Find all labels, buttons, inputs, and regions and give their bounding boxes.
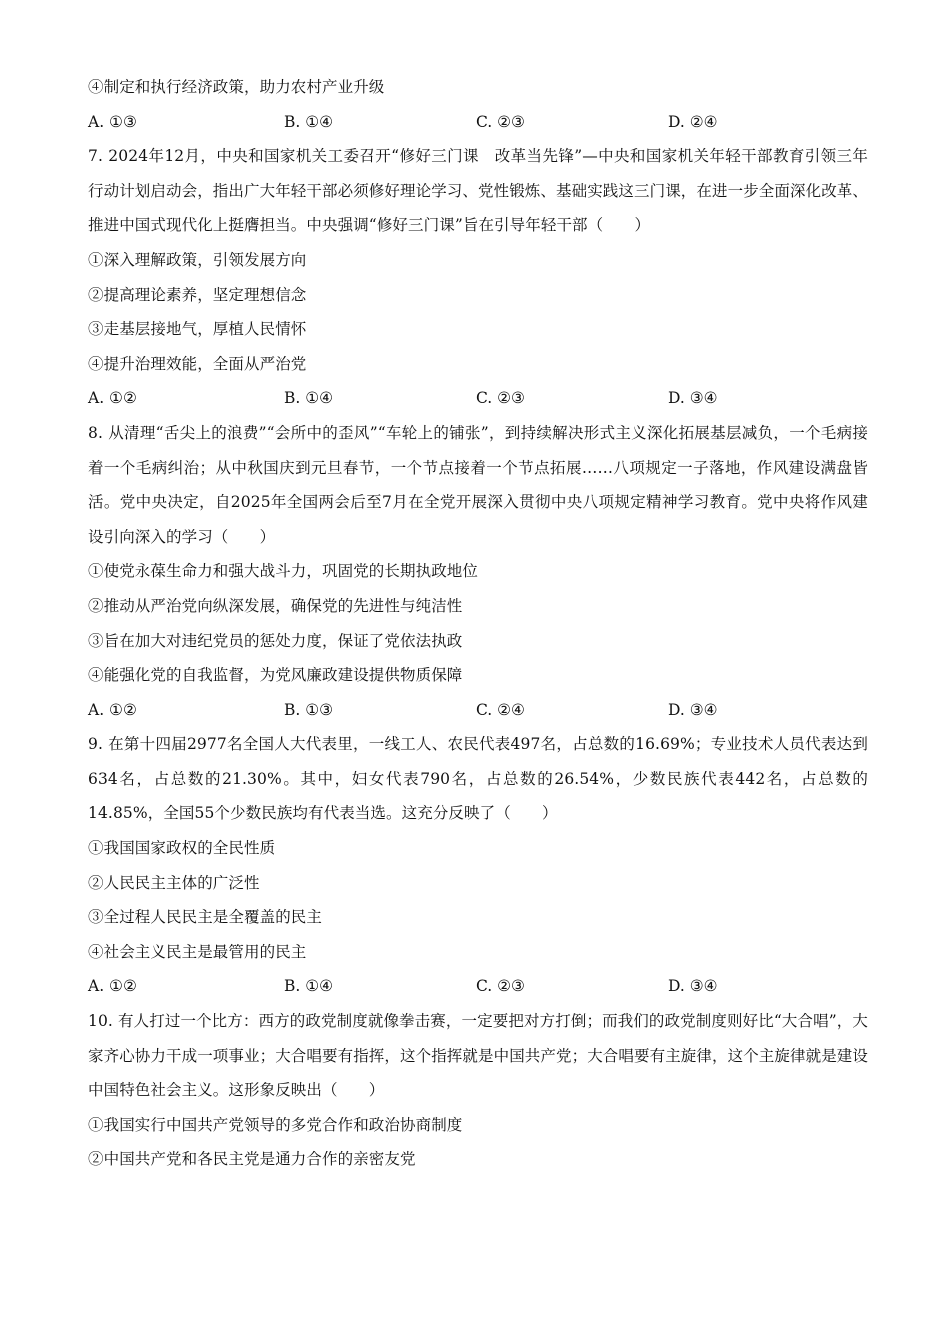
q6-option-a[interactable]: A. ①③ <box>88 112 137 131</box>
q7-item-1: ①深入理解政策，引领发展方向 <box>88 250 307 269</box>
q7-option-c[interactable]: C. ②③ <box>476 389 525 408</box>
q6-option-d[interactable]: D. ②④ <box>668 112 718 131</box>
q6-option-c[interactable]: C. ②③ <box>476 112 525 131</box>
q8-options <box>88 693 868 728</box>
q9-stem: 9. 在第十四届2977名全国人大代表里，一线工人、农民代表497名，占总数的16.69%；专业技术人员代表达到634名，占总数的21.30%。其中，妇女代表790名，占总数的26.54%，少数民族代表442名，占总数的14.85%，全国55个少数民族均有代表当选。这充分反映了（ ） <box>88 735 868 823</box>
q8-item-4: ④能强化党的自我监督，为党风廉政建设提供物质保障 <box>88 666 463 685</box>
q9-option-c[interactable]: C. ②③ <box>476 977 525 996</box>
q6-option-b[interactable]: B. ①④ <box>284 112 334 131</box>
q8-item-2: ②推动从严治党向纵深发展，确保党的先进性与纯洁性 <box>88 596 463 615</box>
q9-option-b[interactable]: B. ①④ <box>284 977 334 996</box>
q8-stem: 8. 从清理“舌尖上的浪费”“会所中的歪风”“车轮上的铺张”，到持续解决形式主义深化拓展基层减负，一个毛病接着一个毛病纠治；从中秋国庆到元旦春节，一个节点接着一个节点拓展……八项规定一子落地，作风建设满盘皆活。党中央决定，自2025年全国两会后至7月在全党开展深入贯彻中央八项规定精神学习教育。党中央将作风建设引向深入的学习（ ） <box>88 423 868 546</box>
q8-option-d[interactable]: D. ③④ <box>668 700 718 719</box>
q10-stem: 10. 有人打过一个比方：西方的政党制度就像拳击赛，一定要把对方打倒；而我们的政党制度则好比“大合唱”，大家齐心协力干成一项事业；大合唱要有指挥，这个指挥就是中国共产党；大合唱要有主旋律，这个主旋律就是建设中国特色社会主义。这形象反映出（ ） <box>88 1012 869 1100</box>
exam-page <box>88 70 868 1177</box>
q8-option-a[interactable]: A. ①② <box>88 700 137 719</box>
q8-item-3: ③旨在加大对违纪党员的惩处力度，保证了党依法执政 <box>88 631 463 650</box>
q7-options <box>88 381 868 416</box>
q9-option-a[interactable]: A. ①② <box>88 977 137 996</box>
q7-option-a[interactable]: A. ①② <box>88 389 137 408</box>
q8-option-b[interactable]: B. ①③ <box>284 700 334 719</box>
q8-option-c[interactable]: C. ②④ <box>476 700 525 719</box>
q7-item-2: ②提高理论素养，坚定理想信念 <box>88 285 307 304</box>
q7-option-d[interactable]: D. ③④ <box>668 389 718 408</box>
q8-item-1: ①使党永葆生命力和强大战斗力，巩固党的长期执政地位 <box>88 562 479 581</box>
q10-item-1: ①我国实行中国共产党领导的多党合作和政治协商制度 <box>88 1115 463 1134</box>
q9-options <box>88 969 868 1004</box>
q7-option-b[interactable]: B. ①④ <box>284 389 334 408</box>
q9-item-1: ①我国国家政权的全民性质 <box>88 839 276 858</box>
q9-item-3: ③全过程人民民主是全覆盖的民主 <box>88 908 323 927</box>
q9-item-2: ②人民民主主体的广泛性 <box>88 873 260 892</box>
q9-item-4: ④社会主义民主是最管用的民主 <box>88 942 307 961</box>
q7-stem: 7. 2024年12月，中央和国家机关工委召开“修好三门课 改革当先锋”—中央和国家机关年轻干部教育引领三年行动计划启动会，指出广大年轻干部必须修好理论学习、党性锻炼、基础实践这三门课，在进一步全面深化改革、推进中国式现代化上挺膺担当。中央强调“修好三门课”旨在引导年轻干部（ ） <box>88 147 869 235</box>
q6-options <box>88 105 868 140</box>
q7-item-4: ④提升治理效能，全面从严治党 <box>88 354 307 373</box>
q10-item-2: ②中国共产党和各民主党是通力合作的亲密友党 <box>88 1150 416 1169</box>
q7-item-3: ③走基层接地气，厚植人民情怀 <box>88 320 307 339</box>
q9-option-d[interactable]: D. ③④ <box>668 977 718 996</box>
q6-item-4: ④制定和执行经济政策，助力农村产业升级 <box>88 78 385 96</box>
